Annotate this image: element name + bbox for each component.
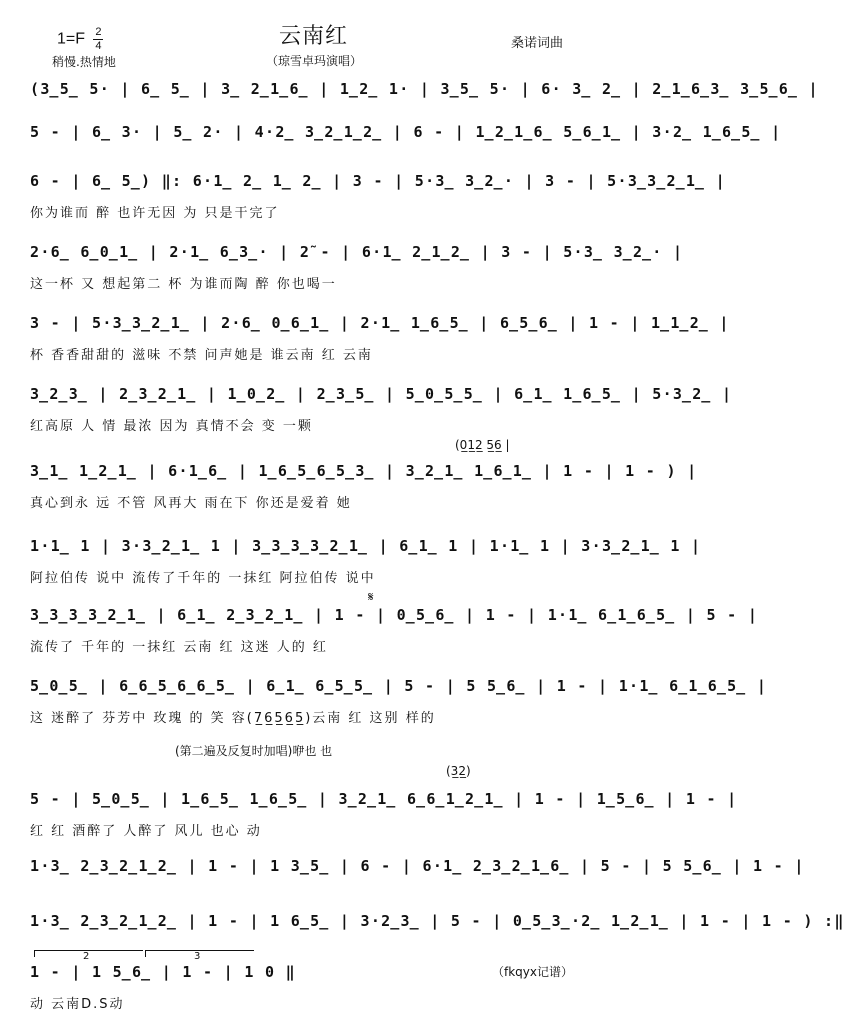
segno-symbol: 𝄋 [368,590,374,605]
lyric-line: 阿拉伯传 说中 流传了千年的 一抹红 阿拉伯传 说中 [30,571,376,586]
lyric-line: 动 云南D.S动 [30,997,125,1012]
upbeat-note: (3̲2̲) [446,764,471,778]
notation-line: 1·1̲ 1 | 3·3̲2̲1̲ 1 | 3̲3̲3̲3̲2̲1̲ | 6̲1̲ 1 | 1·1̲ 1 | 3·3̲2̲1̲ 1 | [30,537,702,555]
lyric-line: 红 红 酒醉了 人醉了 风儿 也心 动 [30,824,262,839]
intro-fill: (0̲1̲2̲ 5̲6̲ | [455,438,510,452]
tempo-marking: 稍慢.热情地 [52,55,116,69]
notation-line: 1 - | 1 5̲6̲ | 1 - | 1 0 ‖ [30,963,296,981]
notation-line: 1·3̲ 2̲3̲2̲1̲2̲ | 1 - | 1 3̲5̲ | 6 - | 6·1̲ 2̲3̲2̲1̲6̲ | 5 - | 5 5̲6̲ | 1 - | [30,857,805,875]
notation-line: 6 - | 6̲ 5̲) ‖: 6·1̲ 2̲ 1̲ 2̲ | 3 - | 5·3̲ 3̲2̲· | 3 - | 5·3̲3̲2̲1̲ | [30,172,726,190]
author-credit: 桑诺词曲 [511,36,564,51]
lyric-line: 杯 香香甜甜的 滋味 不禁 问声她是 谁云南 红 云南 [30,348,373,363]
harmony-note: (第二遍及反复时加唱)咿也 也 [175,744,333,758]
notation-line: 5 - | 6̲ 3· | 5̲ 2· | 4·2̲ 3̲2̲1̲2̲ | 6 - | 1̲2̲1̲6̲ 5̲6̲1̲ | 3·2̲ 1̲6̲5̲ | [30,123,782,141]
lyric-line: 红高原 人 情 最浓 因为 真情不会 变 一颗 [30,419,313,434]
notation-line: 3̲1̲ 1̲2̲1̲ | 6·1̲6̲ | 1̲6̲5̲6̲5̲3̲ | 3̲2̲1̲ 1̲6̲1̲ | 1 - | 1 - ) | [30,462,698,480]
notation-line: 3̲2̲3̲ | 2̲3̲2̲1̲ | 1̲0̲2̲ | 2̲3̲5̲ | 5̲0̲5̲5̲ | 6̲1̲ 1̲6̲5̲ | 5·3̲2̲ | [30,385,733,403]
notation-line: 3̲3̲3̲3̲2̲1̲ | 6̲1̲ 2̲3̲2̲1̲ | 1 - | 0̲5̲6̲ | 1 - | 1·1̲ 6̲1̲6̲5̲ | 5 - | [30,606,759,624]
notation-line: 2·6̲ 6̲0̲1̲ | 2·1̲ 6̲3̲· | 2̃ - | 6·1̲ 2̲1̲2̲ | 3 - | 5·3̲ 3̲2̲· | [30,243,684,261]
singer-credit: （琼雪卓玛演唱） [266,54,363,68]
lyric-line: 这 迷醉了 芬芳中 玫瑰 的 笑 容(7̲6̲5̲6̲5̲)云南 红 这别 样的 [30,711,436,726]
notation-line: 5̲0̲5̲ | 6̲6̲5̲6̲6̲5̲ | 6̲1̲ 6̲5̲5̲ | 5 - | 5 5̲6̲ | 1 - | 1·1̲ 6̲1̲6̲5̲ | [30,677,768,695]
notation-line: 3 - | 5·3̲3̲2̲1̲ | 2·6̲ 0̲6̲1̲ | 2·1̲ 1̲6̲5̲ | 6̲5̲6̲ | 1 - | 1̲1̲2̲ | [30,314,730,332]
volta-3: 3 [145,950,254,957]
notation-line: 5 - | 5̲0̲5̲ | 1̲6̲5̲ 1̲6̲5̲ | 3̲2̲1̲ 6̲6̲1̲2̲1̲ | 1 - | 1̲5̲6̲ | 1 - | [30,790,738,808]
transcriber-credit: （fkqyx记谱） [492,965,573,979]
song-title: 云南红 [279,24,349,49]
lyric-line: 流传了 千年的 一抹红 云南 红 这迷 人的 红 [30,640,328,655]
volta-2: 2 [34,950,143,957]
lyric-line: 你为谁而 醉 也许无因 为 只是干完了 [30,206,280,221]
lyric-line: 这一杯 又 想起第二 杯 为谁而陶 醉 你也喝一 [30,277,337,292]
key-signature: 1=F $\frac{2}{4}$ [57,26,102,52]
notation-line: 1·3̲ 2̲3̲2̲1̲2̲ | 1 - | 1 6̲5̲ | 3·2̲3̲ | 5 - | 0̲5̲3̲·2̲ 1̲2̲1̲ | 1 - | 1 - ) :‖ [30,912,845,930]
notation-line: (3̲5̲ 5· | 6̲ 5̲ | 3̲ 2̲1̲6̲ | 1̲2̲ 1· | 3̲5̲ 5· | 6· 3̲ 2̲ | 2̲1̲6̲3̲ 3̲5̲6̲ | [30,80,819,98]
time-signature: $\frac{2}{4}$ [95,26,102,52]
lyric-line: 真心到永 远 不管 风再大 雨在下 你还是爱着 她 [30,496,352,511]
